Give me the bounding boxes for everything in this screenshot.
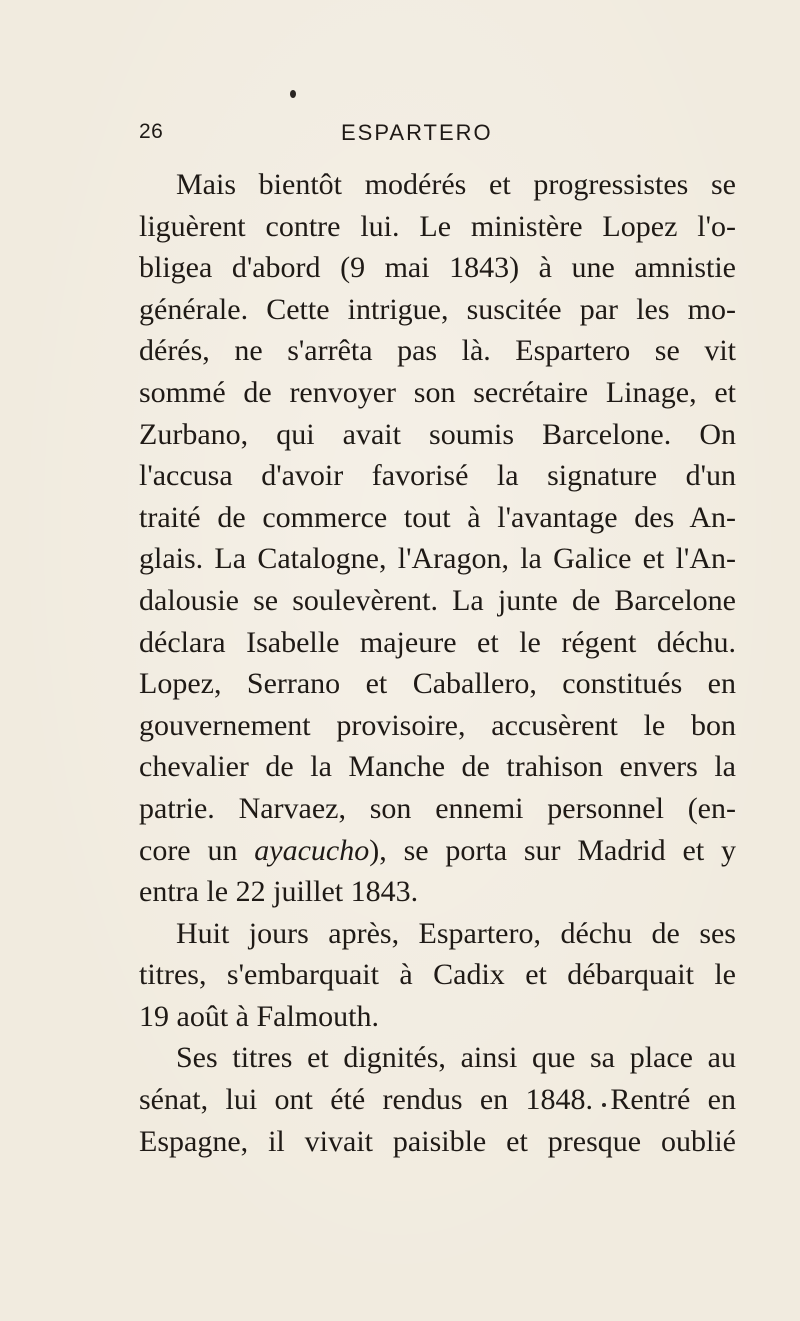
text-line: traité de commerce tout à l'avantage des An-	[139, 500, 736, 534]
text-line: dérés, ne s'arrêta pas là. Espartero se vit	[139, 334, 736, 368]
ink-speck	[290, 90, 296, 98]
text-line: 19 août à Falmouth.	[139, 999, 379, 1033]
italic-word: ayacucho	[254, 833, 370, 867]
text-line: Zurbano, qui avait soumis Barcelone. On	[139, 417, 736, 451]
text-line: Espagne, il vivait paisible et presque oublié	[139, 1124, 736, 1158]
body-text	[139, 164, 736, 1162]
text-run: core un	[139, 833, 255, 867]
text-line: Huit jours après, Espartero, déchu de ses	[176, 916, 736, 950]
text-line: gouvernement provisoire, accusèrent le bon	[139, 708, 736, 742]
text-line: liguèrent contre lui. Le ministère Lopez l'o-	[139, 209, 736, 243]
text-line: sénat, lui ont été rendus en 1848. Rentré en	[139, 1083, 736, 1117]
text-line: patrie. Narvaez, son ennemi personnel (en-	[139, 791, 736, 825]
text-line: Ses titres et dignités, ainsi que sa place au	[176, 1041, 736, 1075]
text-line: glais. La Catalogne, l'Aragon, la Galice et l'An-	[139, 542, 736, 576]
text-line: générale. Cette intrigue, suscitée par les mo-	[139, 292, 736, 326]
text-run: ), se porta sur Madrid et y	[369, 833, 736, 867]
text-line: sommé de renvoyer son secrétaire Linage, et	[139, 375, 736, 409]
text-line: Lopez, Serrano et Caballero, constitués en	[139, 667, 736, 701]
text-line: Mais bientôt modérés et progressistes se	[176, 168, 736, 201]
running-head-title: ESPARTERO	[341, 120, 493, 145]
text-line: déclara Isabelle majeure et le régent déchu.	[139, 625, 736, 659]
text-line: bligea d'abord (9 mai 1843) à une amnistie	[139, 251, 736, 285]
page-number: 26	[139, 120, 164, 143]
text-line: entra le 22 juillet 1843.	[139, 875, 419, 909]
text-line: l'accusa d'avoir favorisé la signature d'un	[139, 459, 736, 493]
running-head	[139, 120, 739, 150]
text-line: chevalier de la Manche de trahison envers la	[139, 750, 736, 784]
text-line: dalousie se soulevèrent. La junte de Barcelone	[139, 583, 736, 617]
text-line: titres, s'embarquait à Cadix et débarquait le	[139, 958, 736, 992]
text-line-with-italic	[139, 830, 736, 872]
